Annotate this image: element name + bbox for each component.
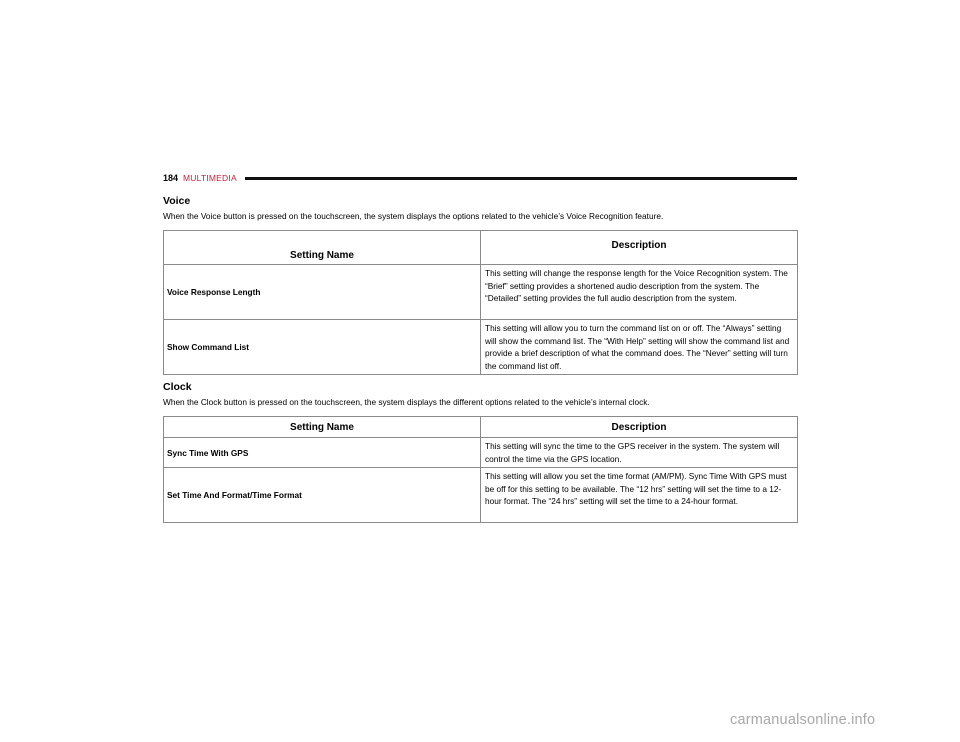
table-row xyxy=(164,438,798,468)
header-rule xyxy=(245,177,797,180)
setting-name-cell: Set Time And Format/Time Format xyxy=(164,468,481,523)
setting-description-cell: This setting will sync the time to the GPS receiver in the system. The system will control the time via the GPS location. xyxy=(481,438,798,468)
voice-title: Voice xyxy=(163,195,191,207)
clock-title: Clock xyxy=(163,381,192,393)
page-header xyxy=(163,170,797,186)
watermark-link[interactable]: carmanualsonline.info xyxy=(730,712,876,728)
setting-description-cell: This setting will change the response length for the Voice Recognition system. The “Brief” setting provides a shortened audio description from the system. The “Detailed” setting provides the full audio description from the system. xyxy=(481,265,798,320)
voice-intro: When the Voice button is pressed on the touchscreen, the system displays the options related to the vehicle’s Voice Recognition feature. xyxy=(163,211,664,221)
voice-section xyxy=(163,195,797,222)
table-row xyxy=(164,320,798,375)
column-header-description: Description xyxy=(481,231,798,265)
setting-name-cell: Voice Response Length xyxy=(164,265,481,320)
column-header-description: Description xyxy=(481,417,798,438)
column-header-setting-name: Setting Name xyxy=(164,417,481,438)
table-row xyxy=(164,265,798,320)
voice-settings-table xyxy=(163,230,798,375)
section-name: MULTIMEDIA xyxy=(183,173,237,183)
table-header-row xyxy=(164,417,798,438)
table-header-row xyxy=(164,231,798,265)
table-row xyxy=(164,468,798,523)
setting-description-cell: This setting will allow you set the time format (AM/PM). Sync Time With GPS must be off for this setting to be available. The “12 hrs” setting will set the time to a 12-hour format. The “24 hrs” setting will set the time to a 24-hour format. xyxy=(481,468,798,523)
setting-name-cell: Sync Time With GPS xyxy=(164,438,481,468)
setting-description-cell: This setting will allow you to turn the command list on or off. The “Always” setting will show the command list. The “With Help” setting will show the command list and provide a brief description of what the command does. The “Never” setting will turn the command list off. xyxy=(481,320,798,375)
setting-name-cell: Show Command List xyxy=(164,320,481,375)
page-number: 184 xyxy=(163,173,179,183)
column-header-setting-name: Setting Name xyxy=(164,231,481,265)
clock-intro: When the Clock button is pressed on the touchscreen, the system displays the different options related to the vehicle’s internal clock. xyxy=(163,397,650,407)
clock-section xyxy=(163,381,797,408)
clock-settings-table xyxy=(163,416,798,523)
